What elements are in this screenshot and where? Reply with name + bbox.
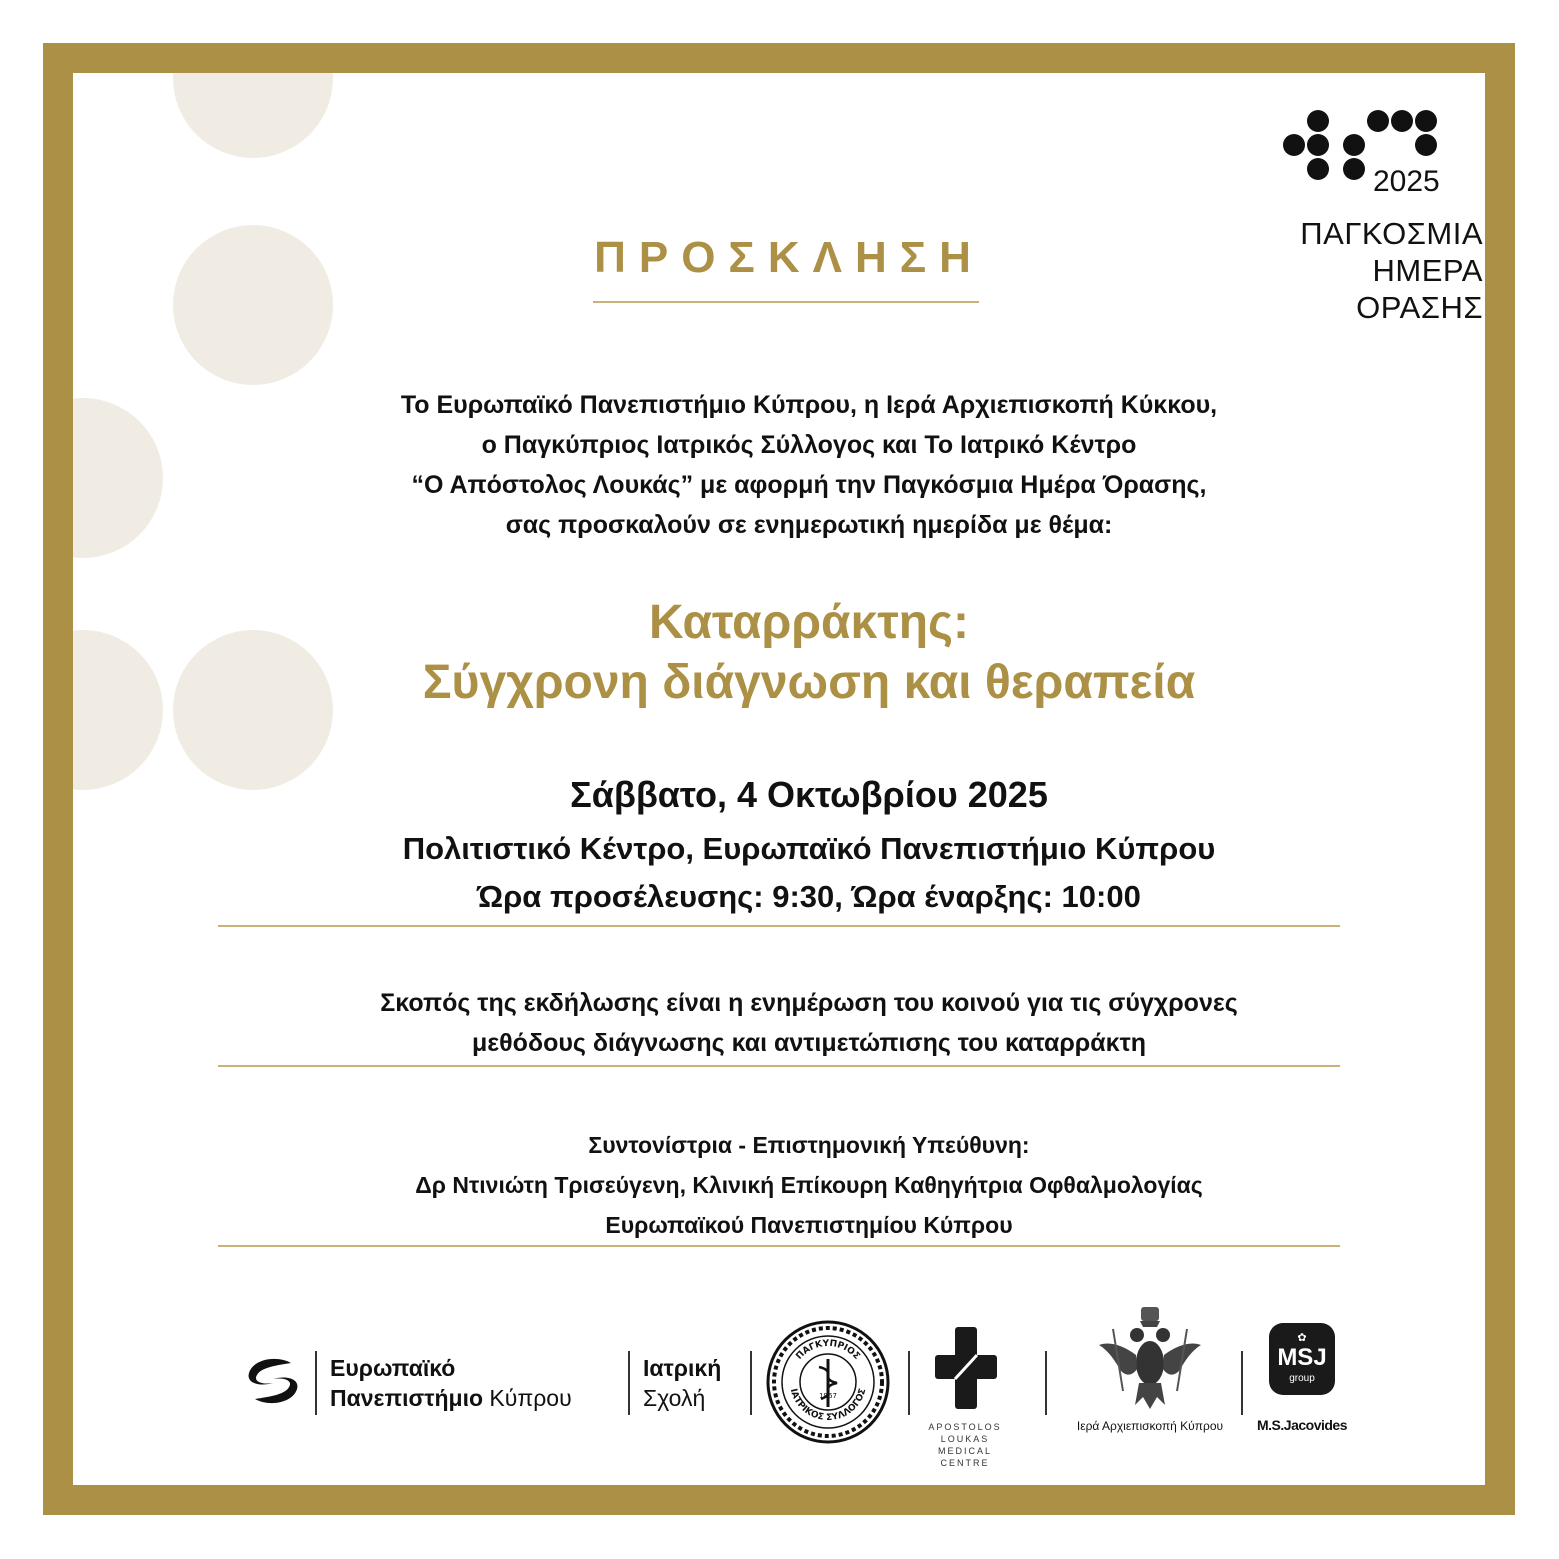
msj-logo-icon: ✿ MSJ group xyxy=(1269,1323,1335,1395)
event-date: Σάββατο, 4 Οκτωβρίου 2025 xyxy=(570,774,1048,815)
double-headed-eagle-icon xyxy=(1095,1305,1205,1415)
heading-underline xyxy=(593,301,979,303)
separator xyxy=(315,1351,317,1415)
divider xyxy=(218,1065,1340,1067)
decor-circle xyxy=(173,43,333,158)
coordinator-info: Συντονίστρια - Επιστημονική Υπεύθυνη: Δρ Ντινιώτη Τρισεύγενη, Κλινική Επίκουρη Καθηγήτρια Οφθαλμολογίας Ευρωπαϊκού Πανεπιστημίου Κύπρου xyxy=(415,1132,1203,1238)
svg-text:ΙΑΤΡΙΚΟΣ ΣΥΛΛΟΓΟΣ: ΙΑΤΡΙΚΟΣ ΣΥΛΛΟΓΟΣ xyxy=(787,1387,869,1424)
medical-school-text: Ιατρική Σχολή xyxy=(643,1355,722,1411)
topic-title: Καταρράκτης: Σύγχρονη διάγνωση και θεραπεία xyxy=(422,596,1196,709)
event-times: Ώρα προσέλευσης: 9:30, Ώρα έναρξης: 10:00 xyxy=(477,879,1141,914)
divider xyxy=(218,925,1340,927)
event-purpose: Σκοπός της εκδήλωσης είναι η ενημέρωση του κοινού για τις σύγχρονες μεθόδους διάγνωσης και αντιμετώπισης του καταρράκτη xyxy=(380,989,1238,1057)
decor-circle xyxy=(43,398,163,558)
separator xyxy=(628,1351,630,1415)
gold-frame xyxy=(43,43,1515,1515)
separator xyxy=(750,1351,752,1415)
euc-logo-icon xyxy=(243,1355,303,1407)
apostolos-loukas-text: APOSTOLOS LOUKAS MEDICAL CENTRE xyxy=(928,1422,1002,1468)
decor-circle xyxy=(43,630,163,790)
event-venue: Πολιτιστικό Κέντρο, Ευρωπαϊκό Πανεπιστήμιο Κύπρου xyxy=(402,831,1216,866)
msj-name-text: M.S.Jacovides xyxy=(1257,1417,1347,1433)
euc-logo-text: Ευρωπαϊκό Πανεπιστήμιο Κύπρου xyxy=(330,1355,572,1411)
archdiocese-text: Ιερά Αρχιεπισκοπή Κύπρου xyxy=(1076,1419,1224,1433)
apostolos-loukas-cross-icon xyxy=(935,1327,997,1409)
intro-paragraph: Το Ευρωπαϊκό Πανεπιστήμιο Κύπρου, η Ιερά Αρχιεπισκοπή Κύκκου, ο Παγκύπριος Ιατρικός Σύλλογος και Το Ιατρικό Κέντρο “Ο Απόστολος Λουκάς” με αφορμή την Παγκόσμια Ημέρα Όρασης, σας προσκαλούν σε ενημερωτική ημερίδα με θέμα: xyxy=(400,391,1218,539)
svg-text:ΠΑΓΚΥΠΡΙΟΣ: ΠΑΓΚΥΠΡΙΟΣ xyxy=(794,1338,862,1362)
logo-year: 2025 xyxy=(1373,165,1440,198)
separator xyxy=(908,1351,910,1415)
decor-circle xyxy=(173,225,333,385)
svg-text:1967: 1967 xyxy=(819,1392,837,1400)
medical-association-seal xyxy=(765,1319,891,1445)
divider xyxy=(218,1245,1340,1247)
separator xyxy=(1045,1351,1047,1415)
logo-title: ΠΑΓΚΟΣΜΙΑ ΗΜΕΡΑ ΟΡΑΣΗΣ xyxy=(1300,216,1483,325)
separator xyxy=(1241,1351,1243,1415)
invitation-heading: ΠΡΟΣΚΛΗΣΗ xyxy=(594,233,984,282)
